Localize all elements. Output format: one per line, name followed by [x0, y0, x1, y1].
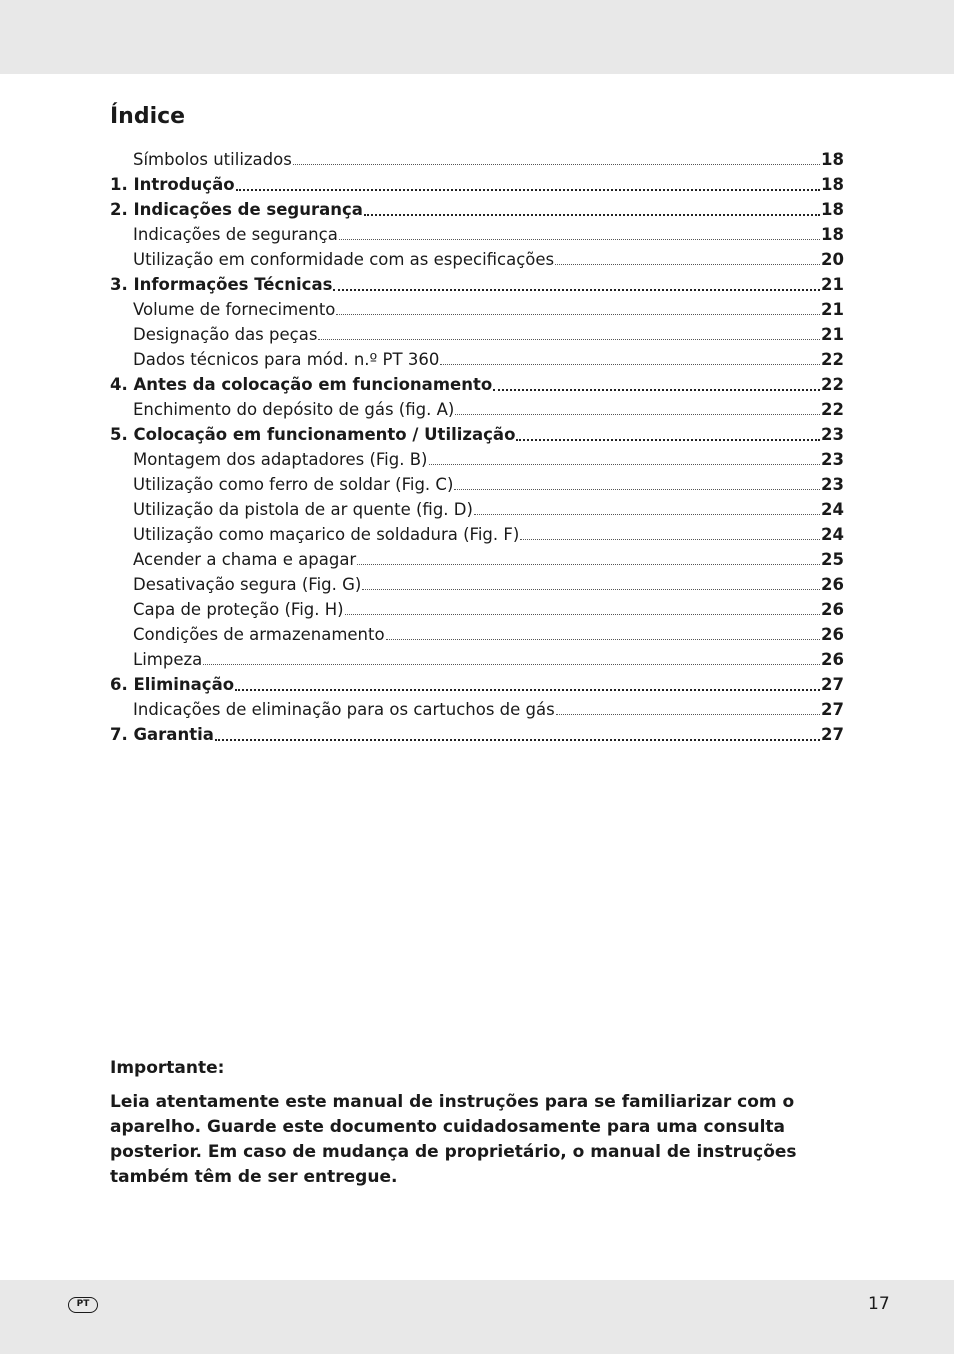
toc-entry	[110, 272, 844, 297]
toc-entry	[110, 547, 844, 572]
toc-entry-page: 18	[821, 150, 844, 169]
toc-entry	[110, 497, 844, 522]
page-number: 17	[868, 1294, 890, 1314]
toc-entry-page: 23	[821, 450, 844, 469]
toc-entry-page: 18	[821, 175, 844, 194]
toc-entry-page: 18	[821, 225, 844, 244]
toc-entry-label: Dados técnicos para mód. n.º PT 360	[133, 350, 440, 369]
toc-entry-page: 23	[821, 475, 844, 494]
toc-leader-dots	[520, 538, 820, 540]
toc-leader-dots	[336, 313, 820, 315]
toc-leader-dots	[555, 263, 820, 265]
toc-entry	[110, 447, 844, 472]
toc-entry-label: Condições de armazenamento	[133, 625, 385, 644]
header-band	[0, 0, 954, 74]
toc-entry-label: Indicações de segurança	[133, 225, 338, 244]
toc-leader-dots	[440, 363, 820, 365]
toc-entry-page: 26	[821, 625, 844, 644]
toc-leader-dots	[333, 288, 820, 291]
toc-entry	[110, 422, 844, 447]
toc-entry-label: Capa de proteção (Fig. H)	[133, 600, 344, 619]
toc-entry-page: 27	[821, 700, 844, 719]
toc-leader-dots	[235, 688, 820, 691]
toc-entry	[110, 472, 844, 497]
toc-entry	[110, 322, 844, 347]
toc-leader-dots	[455, 413, 820, 415]
toc-entry	[110, 622, 844, 647]
toc-entry-page: 22	[821, 375, 844, 394]
toc-entry-label: 5. Colocação em funcionamento / Utilização	[110, 425, 516, 444]
toc-leader-dots	[357, 563, 820, 565]
toc-entry	[110, 197, 844, 222]
toc-leader-dots	[345, 613, 820, 615]
toc-entry-page: 26	[821, 600, 844, 619]
toc-entry-label: Utilização como maçarico de soldadura (Fig. F)	[133, 525, 520, 544]
toc-entry-page: 21	[821, 300, 844, 319]
note-heading: Importante:	[110, 1058, 225, 1078]
toc-entry-page: 18	[821, 200, 844, 219]
toc-entry-label: Limpeza	[133, 650, 203, 669]
toc-leader-dots	[474, 513, 820, 515]
toc-entry-label: Utilização como ferro de soldar (Fig. C)	[133, 475, 454, 494]
toc-leader-dots	[293, 163, 820, 165]
toc-entry-label: 4. Antes da colocação em funcionamento	[110, 375, 493, 394]
toc-leader-dots	[429, 463, 821, 465]
toc-entry-label: 7. Garantia	[110, 725, 214, 744]
toc-leader-dots	[516, 438, 820, 441]
toc-entry-label: Montagem dos adaptadores (Fig. B)	[133, 450, 428, 469]
toc-entry	[110, 397, 844, 422]
toc-leader-dots	[203, 663, 820, 665]
toc-entry-page: 21	[821, 325, 844, 344]
toc-entry-page: 22	[821, 350, 844, 369]
toc-entry-page: 26	[821, 575, 844, 594]
toc-entry	[110, 222, 844, 247]
toc-entry-page: 24	[821, 500, 844, 519]
toc-entry-page: 27	[821, 675, 844, 694]
toc-entry-page: 23	[821, 425, 844, 444]
page-title: Índice	[110, 104, 186, 129]
toc-leader-dots	[386, 638, 820, 640]
toc-entry-page: 26	[821, 650, 844, 669]
toc-leader-dots	[362, 588, 820, 590]
toc-leader-dots	[493, 388, 820, 391]
toc-entry-label: 6. Eliminação	[110, 675, 235, 694]
toc-entry	[110, 697, 844, 722]
footer-band	[0, 1280, 954, 1354]
toc-entry-page: 20	[821, 250, 844, 269]
toc-entry-label: Símbolos utilizados	[133, 150, 292, 169]
toc-entry	[110, 147, 844, 172]
toc-entry-label: Utilização da pistola de ar quente (fig. D)	[133, 500, 473, 519]
toc-entry-label: Desativação segura (Fig. G)	[133, 575, 362, 594]
toc-entry	[110, 297, 844, 322]
toc-leader-dots	[318, 338, 820, 340]
toc-entry	[110, 247, 844, 272]
toc-entry-label: 2. Indicações de segurança	[110, 200, 363, 219]
toc-leader-dots	[556, 713, 820, 715]
toc-entry	[110, 522, 844, 547]
toc-entry-page: 25	[821, 550, 844, 569]
toc-entry	[110, 647, 844, 672]
toc-entry	[110, 372, 844, 397]
toc-entry-label: Designação das peças	[133, 325, 318, 344]
language-badge: PT	[68, 1297, 98, 1313]
toc-leader-dots	[364, 213, 820, 216]
toc-entry-label: Utilização em conformidade com as especificações	[133, 250, 555, 269]
toc-entry-label: Volume de fornecimento	[133, 300, 336, 319]
toc-leader-dots	[236, 188, 820, 191]
toc-entry-label: Acender a chama e apagar	[133, 550, 357, 569]
toc-leader-dots	[215, 738, 820, 741]
toc-entry-page: 24	[821, 525, 844, 544]
toc-leader-dots	[339, 238, 820, 240]
note-text: Leia atentamente este manual de instruções para se familiarizar com o aparelho. Guarde este documento cuidadosamente para uma consulta posterior. Em caso de mudança de proprietário, o manual de instruções também têm de ser entregue.	[110, 1092, 797, 1187]
toc-entry	[110, 672, 844, 697]
toc-entry-label: 3. Informações Técnicas	[110, 275, 333, 294]
toc-entry-label: 1. Introdução	[110, 175, 235, 194]
toc-entry-label: Enchimento do depósito de gás (fig. A)	[133, 400, 455, 419]
toc-leader-dots	[454, 488, 820, 490]
toc-entry	[110, 572, 844, 597]
toc-entry	[110, 347, 844, 372]
toc-entry	[110, 597, 844, 622]
table-of-contents	[110, 147, 844, 747]
toc-entry-page: 21	[821, 275, 844, 294]
toc-entry	[110, 172, 844, 197]
toc-entry	[110, 722, 844, 747]
toc-entry-label: Indicações de eliminação para os cartuchos de gás	[133, 700, 555, 719]
toc-entry-page: 27	[821, 725, 844, 744]
toc-entry-page: 22	[821, 400, 844, 419]
